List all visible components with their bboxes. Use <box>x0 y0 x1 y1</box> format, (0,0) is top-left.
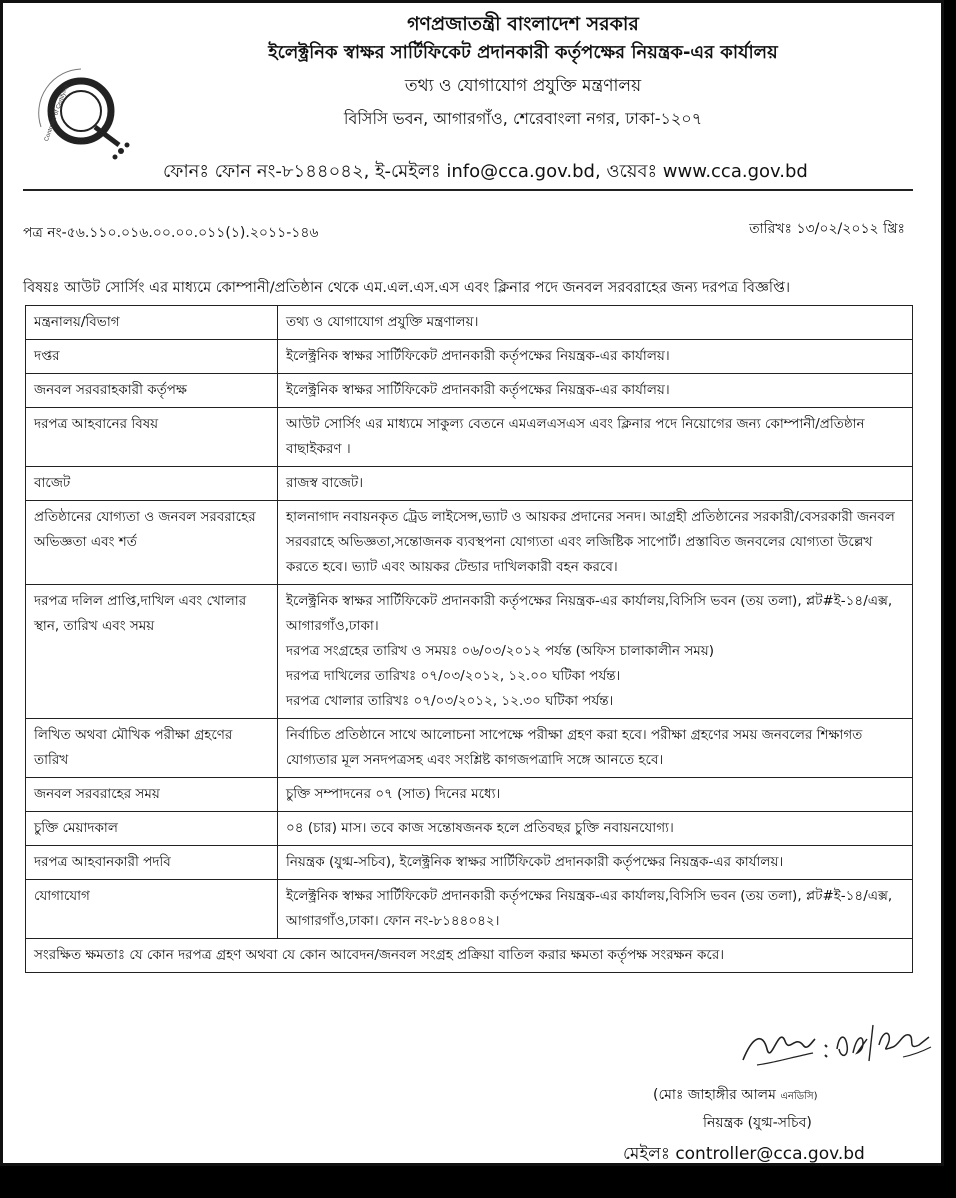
row-label: দরপত্র দলিল প্রাপ্তি,দাখিল এবং খোলার স্থান, তারিখ এবং সময় <box>26 585 278 719</box>
table-row <box>26 812 913 846</box>
row-value <box>278 467 913 501</box>
signatory-email: মেইলঃ controller@cca.gov.bd <box>623 1144 865 1164</box>
row-value-line: নির্বাচিত প্রতিষ্ঠানে সাথে আলোচনা সাপেক্ষে পরীক্ষা গ্রহণ করা হবে। পরীক্ষা গ্রহণের সময় জনবলের শিক্ষাগত যোগ্যতার মূল সনদপত্রসহ এবং সংশ্লিষ্ট কাগজপত্রাদি সঙ্গে আনতে হবে। <box>286 727 863 768</box>
row-value <box>278 306 913 340</box>
table-row <box>26 374 913 408</box>
row-value <box>278 778 913 812</box>
memo-number: পত্র নং-৫৬.১১০.০১৬.০০.০০.০১১(১).২০১১-১৪৬ <box>23 225 319 241</box>
svg-text:Controller of Certifying: Controller of Certifying <box>43 84 70 143</box>
reserved-power-note: সংরক্ষিত ক্ষমতাঃ যে কোন দরপত্র গ্রহণ অথবা যে কোন আবেদন/জনবল সংগ্রহ প্রক্রিয়া বাতিল করার ক্ষমতা কর্তৃপক্ষ সংরক্ষন করে। <box>26 939 913 973</box>
row-value-line: ০৪ (চার) মাস। তবে কাজ সন্তোষজনক হলে প্রতিবছর চুক্তি নবায়নযোগ্য। <box>286 820 674 836</box>
office-address: বিসিসি ভবন, আগারগাঁও, শেরেবাংলা নগর, ঢাকা-১২০৭ <box>343 109 703 128</box>
cca-logo-icon <box>23 65 135 165</box>
scan-shadow-bottom <box>0 1166 956 1198</box>
table-row <box>26 501 913 585</box>
reserve-row <box>26 939 913 973</box>
row-value <box>278 340 913 374</box>
signatory-designation: নিয়ন্ত্রক (যুগ্ম-সচিব) <box>703 1115 812 1131</box>
row-value <box>278 812 913 846</box>
row-value <box>278 880 913 939</box>
row-label: লিখিত অথবা মৌখিক পরীক্ষা গ্রহণের তারিখ <box>26 719 278 778</box>
table-row <box>26 408 913 467</box>
row-value <box>278 585 913 719</box>
row-value <box>278 846 913 880</box>
contact-line: ফোনঃ ফোন নং-৮১৪৪০৪২, ই-মেইলঃ info@cca.gov.bd, ওয়েবঃ www.cca.gov.bd <box>163 161 808 182</box>
row-value-line: দরপত্র সংগ্রহের তারিখ ও সময়ঃ ০৬/০৩/২০১২ পর্যন্ত (অফিস চালাকালীন সময়) <box>286 643 715 659</box>
memo-date: তারিখঃ ১৩/০২/২০১২ খ্রিঃ <box>749 221 905 237</box>
tender-details-table <box>25 305 913 973</box>
table-row <box>26 719 913 778</box>
govt-title: গণপ্রজাতন্ত্রী বাংলাদেশ সরকার <box>407 13 639 35</box>
row-label: চুক্তি মেয়াদকাল <box>26 812 278 846</box>
row-value <box>278 408 913 467</box>
row-value-line: আউট সোর্সিং এর মাধ্যমে সাকুল্য বেতনে এমএলএসএস এবং ক্লিনার পদে নিয়োগের জন্য কোম্পানী/প্রতিষ্ঠান বাছাইকরণ । <box>286 416 865 457</box>
row-label: যোগাযোগ <box>26 880 278 939</box>
row-label: দরপত্র আহবানের বিষয় <box>26 408 278 467</box>
table-row <box>26 846 913 880</box>
office-title: ইলেক্ট্রনিক স্বাক্ষর সার্টিফিকেট প্রদানকারী কর্তৃপক্ষের নিয়ন্ত্রক-এর কার্যালয় <box>268 42 778 63</box>
row-label: দপ্তর <box>26 340 278 374</box>
row-label: প্রতিষ্ঠানের যোগ্যতা ও জনবল সরবরাহের অভিজ্ঞতা এবং শর্ত <box>26 501 278 585</box>
row-label: দরপত্র আহবানকারী পদবি <box>26 846 278 880</box>
handwritten-signature <box>733 1005 933 1077</box>
row-value-line: নিয়ন্ত্রক (যুগ্ম-সচিব), ইলেক্ট্রনিক স্বাক্ষর সার্টিফিকেট প্রদানকারী কর্তৃপক্ষের নিয়ন্ত্রক-এর কার্যালয়। <box>286 854 784 870</box>
row-label: বাজেট <box>26 467 278 501</box>
table-row <box>26 778 913 812</box>
subject-line: বিষয়ঃ আউট সোর্সিং এর মাধ্যমে কোম্পানী/প্রতিষ্ঠান থেকে এম.এল.এস.এস এবং ক্লিনার পদে জনবল সরবরাহের জন্য দরপত্র বিজ্ঞপ্তি। <box>23 280 791 296</box>
signatory-name: (মোঃ জাহাঙ্গীর আলম এনডিসি) <box>653 1087 818 1103</box>
letterhead <box>143 11 903 135</box>
row-value-line: তথ্য ও যোগাযোগ প্রযুক্তি মন্ত্রণালয়। <box>286 314 479 330</box>
signatory-suffix: এনডিসি) <box>780 1091 818 1102</box>
row-label: জনবল সরবরাহকারী কর্তৃপক্ষ <box>26 374 278 408</box>
row-value <box>278 501 913 585</box>
table-row <box>26 340 913 374</box>
table-row <box>26 467 913 501</box>
row-value-line: দরপত্র খোলার তারিখঃ ০৭/০৩/২০১২, ১২.৩০ ঘটিকা পর্যন্ত। <box>286 693 614 709</box>
row-value-line: ইলেক্ট্রনিক স্বাক্ষর সার্টিফিকেট প্রদানকারী কর্তৃপক্ষের নিয়ন্ত্রক-এর কার্যালয়,বিসিসি ভবন (তয় তলা), প্লট#ই-১৪/এক্স, আগারগাঁও,ঢাকা। ফোন নং-৮১৪৪০৪২। <box>286 888 893 929</box>
table-row <box>26 306 913 340</box>
row-value-line: চুক্তি সম্পাদনের ০৭ (সাত) দিনের মধ্যে। <box>286 786 501 802</box>
row-value-line: ইলেক্ট্রনিক স্বাক্ষর সার্টিফিকেট প্রদানকারী কর্তৃপক্ষের নিয়ন্ত্রক-এর কার্যালয়,বিসিসি ভবন (তয় তলা), প্লট#ই-১৪/এক্স, আগারগাঁও,ঢাকা। <box>286 593 893 634</box>
row-value-line: ইলেক্ট্রনিক স্বাক্ষর সার্টিফিকেট প্রদানকারী কর্তৃপক্ষের নিয়ন্ত্রক-এর কার্যালয়। <box>286 348 670 364</box>
row-value-line: হালনাগাদ নবায়নকৃত ট্রেড লাইসেন্স,ভ্যাট ও আয়কর প্রদানের সনদ। আগ্রহী প্রতিষ্ঠানের সরকারী/বেসরকারী জনবল সরবরাহে অভিজ্ঞতা,সন্তোজনক ব্যবস্থপনা যোগ্যতা এবং লজিষ্টিক সাপোর্ট। প্রস্তাবিত জনবলের যোগ্যতা উল্লেখ করতে হবে। ভ্যাট এবং আয়কর টেন্ডার দাখিলকারী বহন করবে। <box>286 509 895 575</box>
ministry-title: তথ্য ও যোগাযোগ প্রযুক্তি মন্ত্রণালয় <box>404 76 642 96</box>
row-label: জনবল সরবরাহের সময় <box>26 778 278 812</box>
row-value <box>278 719 913 778</box>
header-divider <box>23 189 913 191</box>
row-value-line: রাজস্ব বাজেট। <box>286 475 364 491</box>
row-label: মন্ত্রনালয়/বিভাগ <box>26 306 278 340</box>
row-value-line: ইলেক্ট্রনিক স্বাক্ষর সার্টিফিকেট প্রদানকারী কর্তৃপক্ষের নিয়ন্ত্রক-এর কার্যালয়। <box>286 382 670 398</box>
table-row <box>26 585 913 719</box>
scan-shadow-right <box>944 0 956 1198</box>
table-row <box>26 880 913 939</box>
row-value <box>278 374 913 408</box>
row-value-line: দরপত্র দাখিলের তারিখঃ ০৭/০৩/২০১২, ১২.০০ ঘটিকা পর্যন্ত। <box>286 668 621 684</box>
